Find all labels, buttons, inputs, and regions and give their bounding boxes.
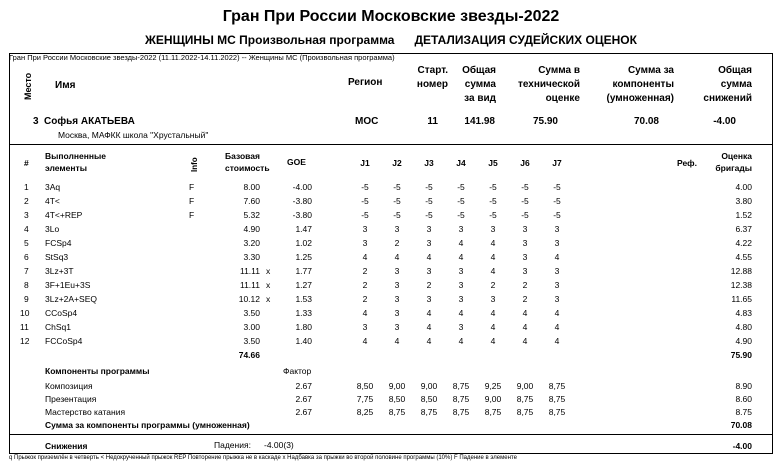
judge-mark: 4 [426,252,432,262]
tes-header-1: Сумма в [538,65,580,76]
start-header-1: Старт. [417,65,448,76]
judge-mark: -5 [393,210,401,220]
element-bonus: x [266,294,271,304]
judge-mark: 9,00 [420,381,438,391]
element-name: 3Aq [45,182,61,192]
judge-mark: 8,50 [420,394,438,404]
element-base: 7.60 [243,196,260,206]
judge-mark: 3 [394,294,400,304]
judge-mark: 4 [490,238,496,248]
judge-mark: 3 [490,224,496,234]
element-num: 11 [20,322,29,332]
table-row [0,210,782,222]
judge-mark: 3 [458,280,464,290]
info-header: Info [190,157,199,172]
region-header: Регион [348,77,383,88]
judge-mark: 7,75 [356,394,374,404]
total-header-1: Общая [462,65,496,76]
falls-label: Падения: [214,440,251,450]
judge-mark: 4 [522,336,528,346]
judge-mark: 3 [554,238,560,248]
element-goe: -3.80 [292,196,312,206]
element-num: 9 [24,294,29,304]
judge-mark: 3 [362,224,368,234]
ded-header-2: сумма [720,79,752,90]
element-name: 3Lz+2A+SEQ [45,294,97,304]
judge-mark: 4 [394,252,400,262]
judge-mark: 2 [522,280,528,290]
component-factor: 2.67 [295,394,312,404]
element-score: 12.38 [730,280,752,290]
element-goe: 1.80 [295,322,312,332]
judge-mark: 8,75 [420,407,438,417]
judge-header-1: J1 [360,158,370,168]
judge-mark: 8,75 [388,407,406,417]
total-header-3: за вид [464,93,496,104]
judge-mark: -5 [521,196,529,206]
num-header: # [24,158,29,168]
judge-mark: -5 [553,196,561,206]
judge-mark: 3 [554,294,560,304]
element-info: F [189,182,195,192]
judge-mark: 4 [362,336,368,346]
judge-mark: 3 [554,280,560,290]
judge-mark: 8,75 [452,394,470,404]
start-header-2: номер [416,79,448,90]
tes-header-3: оценке [545,93,580,104]
pcs-header-2: компоненты [612,79,674,90]
judge-mark: -5 [521,210,529,220]
judge-mark: -5 [521,182,529,192]
falls-value: -4.00(3) [264,440,294,450]
element-goe: 1.77 [295,266,312,276]
table-row [0,336,782,348]
judge-mark: 9,25 [484,381,502,391]
judge-mark: 4 [458,308,464,318]
judge-mark: 3 [394,266,400,276]
total-header-2: сумма [464,79,496,90]
element-num: 8 [24,280,29,290]
element-goe: -3.80 [292,210,312,220]
ded-header-3: снижений [703,93,752,104]
judge-mark: -5 [457,210,465,220]
judge-mark: 8,75 [484,407,502,417]
judge-mark: 4 [522,308,528,318]
element-num: 5 [24,238,29,248]
elements-header-1: Выполненные [45,151,107,161]
table-row [0,238,782,250]
judge-header-4: J4 [456,158,466,168]
judge-mark: 3 [394,308,400,318]
judge-header-7: J7 [552,158,562,168]
component-score: 8.60 [735,394,752,404]
factor-label: Фактор [283,366,312,376]
judge-mark: 8,75 [516,394,534,404]
judge-mark: 3 [458,224,464,234]
score-header-2: бригады [715,163,752,173]
element-num: 6 [24,252,29,262]
judge-mark: 3 [394,224,400,234]
judge-mark: -5 [361,182,369,192]
score-header-1: Оценка [721,151,752,161]
judge-mark: 4 [490,266,496,276]
judge-mark: 4 [458,336,464,346]
separator-line [9,144,772,145]
judge-mark: 3 [426,224,432,234]
element-goe: 1.25 [295,252,312,262]
judge-mark: 4 [554,308,560,318]
element-score: 3.80 [735,196,752,206]
element-goe: 1.53 [295,294,312,304]
element-num: 1 [24,182,29,192]
base-header-2: стоимость [225,163,270,173]
element-num: 4 [24,224,29,234]
element-bonus: x [266,266,271,276]
page-title: Гран При России Московские звезды-2022 [222,8,560,25]
element-base: 4.90 [243,224,260,234]
judge-mark: 4 [458,238,464,248]
element-name: FCCoSp4 [45,336,83,346]
component-factor: 2.67 [295,381,312,391]
judge-mark: 8,75 [452,407,470,417]
judge-mark: 3 [426,266,432,276]
judge-mark: 2 [490,280,496,290]
judge-mark: -5 [553,210,561,220]
judge-mark: 4 [490,252,496,262]
judge-mark: 3 [362,322,368,332]
tes-header-2: технической [517,79,580,90]
judge-header-5: J5 [488,158,498,168]
judge-mark: 4 [362,252,368,262]
element-name: ChSq1 [45,322,71,332]
skater-deductions: -4.00 [713,116,736,127]
judge-mark: 2 [362,266,368,276]
judge-mark: 8,25 [356,407,374,417]
element-name: 4T< [45,196,60,206]
deductions-total: -4.00 [732,441,752,451]
judge-mark: 9,00 [516,381,534,391]
judge-mark: 3 [426,238,432,248]
table-row [0,294,782,306]
table-row [0,182,782,194]
judge-header-2: J2 [392,158,402,168]
table-row [0,280,782,292]
element-score: 6.37 [735,224,752,234]
goe-header: GOE [287,157,306,167]
judge-mark: 3 [394,280,400,290]
name-header: Имя [55,80,76,91]
judge-mark: 9,00 [388,381,406,391]
element-score: 4.22 [735,238,752,248]
skater-region: МОС [355,116,379,127]
judge-mark: 4 [426,336,432,346]
table-row [0,252,782,264]
element-base: 11.11 [239,280,260,290]
elements-header-2: элементы [45,163,87,173]
element-base: 3.00 [243,322,260,332]
components-title: Компоненты программы [45,366,150,376]
table-row [0,322,782,334]
judge-mark: 4 [554,336,560,346]
judge-header-6: J6 [520,158,530,168]
element-base: 3.30 [243,252,260,262]
judge-mark: -5 [361,210,369,220]
base-total: 74.66 [238,350,260,360]
judge-header-3: J3 [424,158,434,168]
judge-mark: -5 [553,182,561,192]
judge-mark: -5 [393,196,401,206]
element-bonus: x [266,280,271,290]
judge-mark: -5 [361,196,369,206]
element-name: 3Lo [45,224,60,234]
element-score: 4.90 [735,336,752,346]
element-base: 10.12 [238,294,260,304]
skater-total-score: 141.98 [464,116,495,127]
judge-mark: 2 [394,238,400,248]
element-name: CCoSp4 [45,308,78,318]
pcs-total-label: Сумма за компоненты программы (умноженная) [45,420,250,430]
judge-mark: 3 [490,294,496,304]
judge-mark: -5 [489,182,497,192]
element-base: 8.00 [243,182,260,192]
judge-mark: 4 [554,252,560,262]
judge-mark: 2 [426,280,432,290]
judge-mark: 9,00 [484,394,502,404]
judge-mark: 3 [362,238,368,248]
pcs-header-3: (умноженная) [606,93,674,104]
judge-mark: 8,75 [548,407,566,417]
event-header-line: Гран При России Московские звезды-2022 (11.11.2022-14.11.2022) -- Женщины МС (Произвольная программа) [9,53,395,62]
component-score: 8.90 [735,381,752,391]
judge-mark: 8,75 [548,394,566,404]
element-info: F [189,196,195,206]
judge-mark: 8,75 [516,407,534,417]
judge-mark: 3 [522,238,528,248]
element-name: 4T<+REP [45,210,83,220]
component-row [0,381,782,393]
element-score: 4.55 [735,252,752,262]
table-row [0,196,782,208]
subtitle-program: ЖЕНЩИНЫ МС Произвольная программа [145,33,395,47]
element-info: F [189,210,195,220]
judge-mark: 3 [522,252,528,262]
judge-mark: -5 [457,182,465,192]
element-num: 3 [24,210,29,220]
element-base: 3.20 [243,238,260,248]
judge-mark: -5 [425,210,433,220]
judge-mark: 4 [394,336,400,346]
skater-tes: 75.90 [532,116,558,127]
element-score: 12.88 [730,266,752,276]
judge-mark: -5 [393,182,401,192]
element-name: 3Lz+3T [45,266,74,276]
element-goe: 1.47 [295,224,312,234]
judge-mark: 3 [554,266,560,276]
judge-mark: 4 [490,308,496,318]
judge-mark: 8,50 [356,381,374,391]
element-score: 4.83 [735,308,752,318]
deductions-label: Снижения [45,441,88,451]
judge-mark: 4 [426,308,432,318]
judge-mark: 4 [362,308,368,318]
element-goe: 1.40 [295,336,312,346]
judge-mark: -5 [457,196,465,206]
skater-club: Москва, МАФКК школа "Хрустальный" [58,130,209,140]
judge-mark: 8,50 [388,394,406,404]
footnote-legend: q Прыжок приземлён в четверть < Недокрученный прыжок REP Повторение прыжка не в каскаде x Надбавка за прыжки во второй половине программы (10%) F Падение в элементе [9,455,517,461]
ded-header-1: Общая [718,65,752,76]
judge-mark: 2 [362,280,368,290]
table-row [0,308,782,320]
page-subtitle [0,33,782,47]
element-base: 3.50 [243,336,260,346]
tes-total: 75.90 [730,350,752,360]
element-num: 2 [24,196,29,206]
base-header-1: Базовая [225,151,260,161]
judge-mark: 4 [522,322,528,332]
pcs-total: 70.08 [730,420,752,430]
table-row [0,266,782,278]
component-row [0,394,782,406]
judge-mark: -5 [425,182,433,192]
place-header: Место [23,72,33,100]
judge-mark: 2 [522,294,528,304]
judge-mark: 4 [490,336,496,346]
judge-mark: 3 [458,294,464,304]
element-goe: -4.00 [292,182,312,192]
element-name: FCSp4 [45,238,72,248]
element-score: 4.00 [735,182,752,192]
table-row [0,224,782,236]
skater-pcs: 70.08 [633,116,659,127]
component-score: 8.75 [735,407,752,417]
judge-mark: 4 [490,322,496,332]
judge-mark: -5 [425,196,433,206]
component-name: Мастерство катания [45,407,126,417]
element-base: 3.50 [243,308,260,318]
judge-mark: 3 [458,266,464,276]
judge-mark: 8,75 [452,381,470,391]
judge-mark: -5 [489,196,497,206]
judge-mark: 3 [522,224,528,234]
skater-name: Софья АКАТЬЕВА [44,116,135,127]
element-score: 4.80 [735,322,752,332]
judge-mark: 4 [426,322,432,332]
component-row [0,407,782,419]
element-name: 3F+1Eu+3S [45,280,91,290]
element-score: 11.65 [731,294,752,304]
element-name: StSq3 [45,252,69,262]
element-goe: 1.02 [295,238,312,248]
subtitle-details: ДЕТАЛИЗАЦИЯ СУДЕЙСКИХ ОЦЕНОК [414,33,637,47]
element-goe: 1.33 [295,308,312,318]
component-name: Композиция [45,381,93,391]
judge-mark: 3 [458,322,464,332]
element-base: 11.11 [239,266,260,276]
element-score: 1.52 [735,210,752,220]
skater-place: 3 [33,116,39,127]
component-name: Презентация [45,394,97,404]
component-factor: 2.67 [295,407,312,417]
pcs-header-1: Сумма за [627,65,674,76]
judge-mark: 2 [362,294,368,304]
element-num: 12 [20,336,30,346]
element-goe: 1.27 [295,280,312,290]
judge-mark: 4 [458,252,464,262]
element-base: 5.32 [243,210,260,220]
judge-mark: 4 [554,322,560,332]
judge-mark: 3 [522,266,528,276]
judge-mark: 3 [426,294,432,304]
element-num: 7 [24,266,29,276]
judge-mark: -5 [489,210,497,220]
element-num: 10 [20,308,30,318]
judge-mark: 3 [394,322,400,332]
judge-mark: 3 [554,224,560,234]
skater-start-number: 11 [427,116,438,127]
ref-header: Реф. [677,158,697,168]
separator-line [9,434,772,435]
judge-mark: 8,75 [548,381,566,391]
